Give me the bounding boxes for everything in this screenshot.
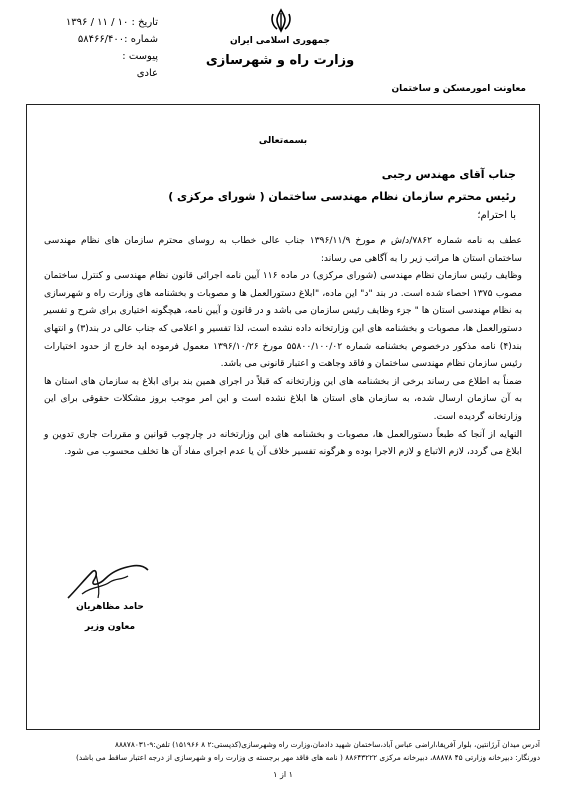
page-number: ۱ از ۱ (273, 770, 293, 779)
signatory (70, 597, 150, 637)
addressee-name: جناب آقای مهندس رجبی (381, 168, 516, 181)
bismillah: بسمه‌تعالی (258, 136, 308, 146)
letter-body (44, 232, 522, 461)
signatory-name: حامد مظاهریان (76, 602, 144, 612)
signatory-title: معاون وزیر (84, 622, 136, 632)
iran-emblem-icon (268, 8, 294, 34)
paragraph: ضمناً به اطلاع می رساند برخی از بخشنامه های این وزارتخانه که قبلاً در اجرای همین بند برای ابلاغ به سازمان های استان ها به آن سازمان ارسال شده، به سازمان های استان ها ابلاغ نشده است و این امر موجب بروز مشکلات حقوقی برای این وزارتخانه گردیده است. (44, 375, 522, 422)
letter-attachment: پیوست : (122, 51, 158, 62)
paragraph: عطف به نامه شماره ۷۸۶۲/د/ش م مورخ ۱۳۹۶/۱۱/۹ جناب عالی خطاب به روسای محترم سازمان های نظام مهندسی ساختمان استان ها مراتب زیر را به آگاهی می رساند: (44, 235, 522, 264)
ministry-title: وزارت راه و شهرسازی (205, 53, 355, 68)
deputy-office: معاونت امورمسکن و ساختمان (391, 84, 526, 94)
footer-address: آدرس میدان آرژانتین، بلوار آفریقا،اراضی عباس آباد،ساختمان شهید دادمان،وزارت راه وشهرسازی(کدپستی:۲ ۸ ۱۵۱۹۶۶) تلفن:۹-۸۸۸۷۸۰۳۱ (114, 740, 540, 749)
government-title: جمهوری اسلامی ایران (229, 36, 331, 46)
letter-footer (26, 738, 540, 764)
letter-number: شماره :۵۸۴۶۶/۴۰۰ (77, 34, 158, 45)
footer-fax: دورنگار: دبیرخانه وزارتی ۴۵ ۸۸۸۷۸، دبیرخانه مرکزی ۸۸۶۴۳۲۲۲ ( نامه های فاقد مهر برجسته ی وزارت راه و شهرسازی از درجه اعتبار ساقط می باشد) (76, 753, 540, 762)
salutation: با احترام؛ (477, 210, 516, 221)
paragraph: وظایف رئیس سازمان نظام مهندسی (شورای مرکزی) در ماده ۱۱۶ آیین نامه اجرائی قانون نظام مهندسی و کنترل ساختمان مصوب ۱۳۷۵ احصاء شده است. در بند "د" این ماده، "ابلاغ دستورالعمل ها و مصوبات و بخشنامه های وزارت راه و شهرسازی به نظام مهندسی استان ها " جزء وظایف رئیس سازمان می باشد و در قانون و آیین نامه، هیچگونه اختیاری برای شرح و تفسیر دستورالعمل ها، مصوبات و بخشنامه های این وزارتخانه داده نشده است، لذا تفسیر و اعلامی که جناب عالی در بند(۳) و انتهای بند(۴) نامه مذکور درخصوص بخشنامه شماره ۵۵۸۰۰/۱۰۰/۰۲ مورخ ۱۳۹۶/۱۰/۲۶ معمول فرموده اید خارج از حدود اختیارات رئیس سازمان نظام مهندسی ساختمان و فاقد وجاهت و اعتبار قانونی می باشد. (44, 270, 522, 370)
paragraph: النهایه از آنجا که طبعاً دستورالعمل ها، مصوبات و بخشنامه های این وزارتخانه در چارچوب قوانین و مقررات جاری تدوین و ابلاغ می گردد، لازم الاتباع و لازم الاجرا بوده و هرگونه تفسیر خلاف آن یا عدم اجرای مفاد آن ها تخلف محسوب می شود. (44, 428, 522, 458)
letter-date: تاریخ : ۱۰ / ۱۱ / ۱۳۹۶ (65, 17, 158, 28)
addressee (168, 164, 516, 208)
letter-meta (18, 14, 158, 82)
addressee-title: رئیس محترم سازمان نظام مهندسی ساختمان ( شورای مرکزی ) (168, 190, 516, 203)
letter-priority: عادی (136, 68, 158, 79)
